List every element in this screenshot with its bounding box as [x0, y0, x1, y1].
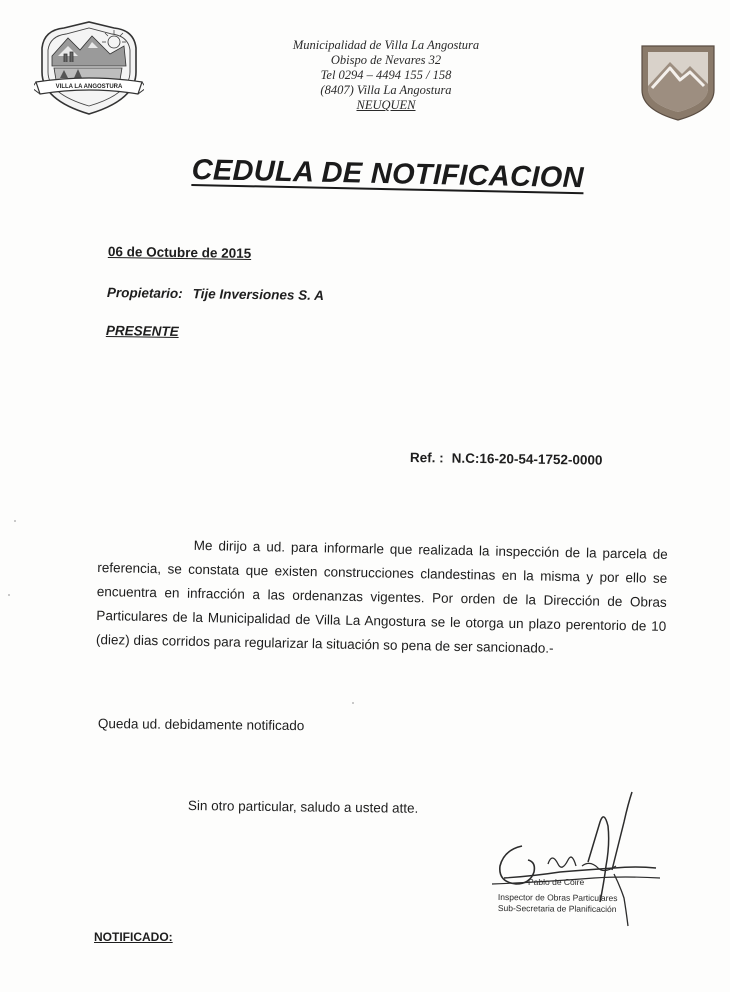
letterhead: [236, 38, 536, 113]
notice-body: Me dirijo a ud. para informarle que realizada la inspección de la parcela de referencia, se constata que existen construcciones clandestinas en la misma y por ello se encuentra en infracción a las ordenanzas vigentes. Por orden de la Dirección de Obras Particulares de la Municipalidad de Villa La Angostura se le otorga un plazo perentorio de 10 (diez) dias corridos para regularizar la situación so pena de ser sancionado.-: [95, 537, 668, 656]
letterhead-phone: Tel 0294 – 4494 155 / 158: [320, 68, 452, 82]
mountain-shield-logo: [638, 40, 718, 124]
notified-statement: Queda ud. debidamente notificado: [97, 716, 305, 734]
notificado-label: NOTIFICADO:: [94, 930, 173, 944]
closing-salutation: Sin otro particular, saludo a usted atte.: [187, 798, 419, 816]
document-title: CEDULA DE NOTIFICACION: [191, 154, 585, 195]
letterhead-municipality: Municipalidad de Villa La Angostura: [292, 38, 480, 52]
seal-banner-text: VILLA LA ANGOSTURA: [55, 84, 123, 90]
owner-line: [107, 285, 324, 303]
letterhead-postal: (8407) Villa La Angostura: [320, 83, 452, 97]
municipal-seal-logo: [34, 16, 144, 120]
signature-stamp: [498, 892, 618, 915]
letterhead-province: NEUQUEN: [356, 98, 416, 112]
scan-speck: [14, 520, 16, 522]
reference-line: [410, 450, 603, 468]
letterhead-address: Obispo de Nevares 32: [330, 53, 442, 67]
owner-label: Propietario:: [106, 285, 183, 302]
signature-office: Sub-Secretaria de Planificación: [497, 902, 617, 915]
owner-name: Tije Inversiones S. A: [192, 286, 325, 304]
signature-role: Inspector de Obras Particulares: [497, 892, 618, 904]
scan-speck: [8, 594, 10, 596]
document-date: 06 de Octubre de 2015: [107, 244, 252, 261]
signature-stamp-name: Pablo de Coire: [528, 877, 585, 887]
greeting: PRESENTE: [105, 323, 179, 340]
reference-value: N.C:16-20-54-1752-0000: [451, 450, 603, 468]
reference-label: Ref. :: [409, 450, 444, 466]
scan-speck: [352, 702, 354, 704]
